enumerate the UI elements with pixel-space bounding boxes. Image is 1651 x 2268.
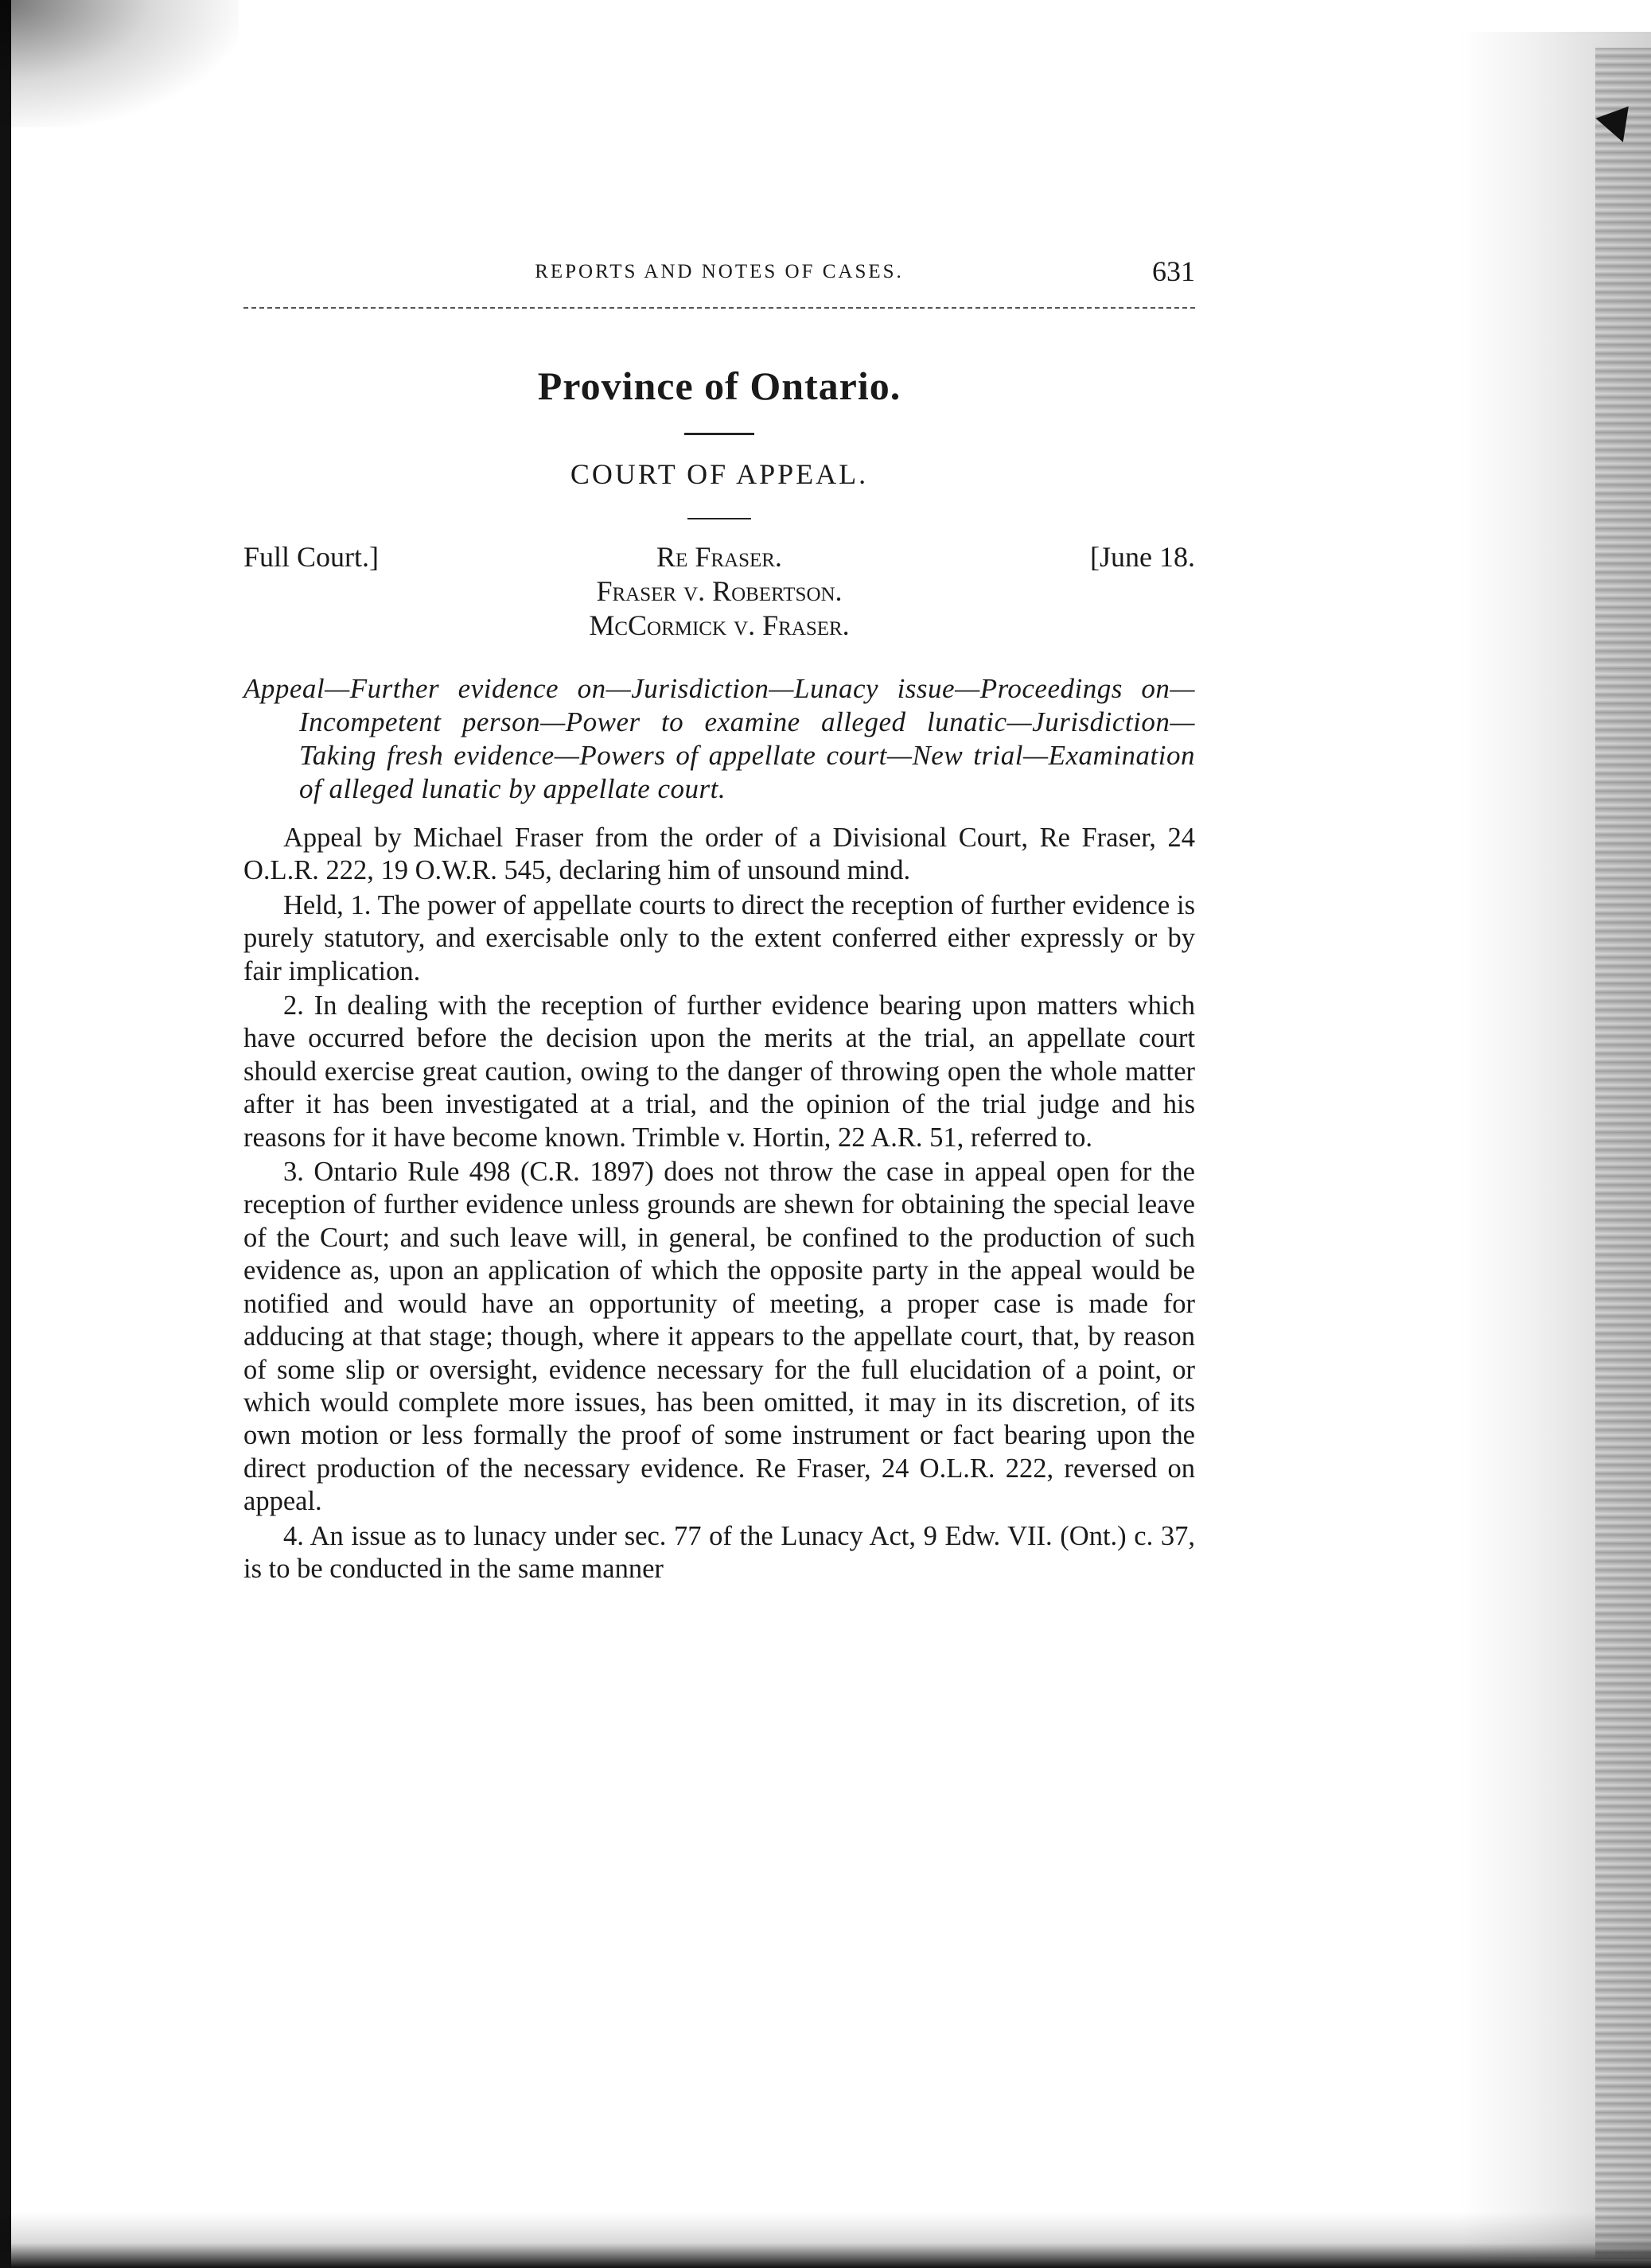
scan-edge-right-dark	[1595, 48, 1651, 2259]
paragraph: 2. In dealing with the reception of further evidence bearing upon matters which have occurred before the decision upon the merits at the trial, an appellate court should exercise great caution, owing to the danger of throwing open the whole matter after it has been investigated at a trial, and the opinion of the trial judge and his reasons for it have become known. Trimble v. Hortin, 22 A.R. 51, referred to.	[243, 990, 1195, 1153]
page-number: 631	[1152, 255, 1195, 287]
running-head	[243, 255, 1195, 294]
section-divider	[684, 433, 754, 435]
scan-edge-top-left	[0, 0, 239, 127]
scan-edge-left	[0, 0, 11, 2268]
case-names	[243, 540, 1195, 643]
province-heading: Province of Ontario.	[537, 364, 901, 408]
paragraph: Held, 1. The power of appellate courts to direct the reception of further evidence is purely statutory, and exercisable only to the extent conferred either expressly or by fair implication.	[243, 889, 1195, 986]
headnote: Appeal—Further evidence on—Jurisdiction—Lunacy issue—Proceedings on—Incompetent person—Power to examine alleged lunatic—Jurisdiction—Taking fresh evidence—Powers of appellate court—New trial—Examination of alleged lunatic by appellate court.	[243, 673, 1195, 804]
case-heading	[243, 540, 1195, 659]
decision-date: [June 18.	[1090, 541, 1195, 573]
court-sitting: Full Court.]	[243, 541, 380, 573]
case-name: Fraser v. Robertson.	[596, 575, 843, 607]
paragraph: Appeal by Michael Fraser from the order of a Divisional Court, Re Fraser, 24 O.L.R. 222, 19 O.W.R. 545, declaring him of unsound mind.	[243, 823, 1195, 886]
court-heading: COURT OF APPEAL.	[570, 458, 869, 490]
header-rule	[243, 307, 1195, 309]
paragraph: 3. Ontario Rule 498 (C.R. 1897) does not throw the case in appeal open for the reception of further evidence unless grounds are shewn for obtaining the special leave of the Court; and such leave will, in general, be confined to the production of such evidence as, upon an application of which the opposite party in the appeal would be notified and would have an opportunity of meeting, a proper case is made for adducing at that stage; though, where it appears to the appellate court, that, by reason of some slip or oversight, evidence necessary for the full elucidation of a point, or which would complete more issues, has been omitted, it may in its discretion, of its own motion or less formally the proof of some instrument or fact bearing upon the direct production of the necessary evidence. Re Fraser, 24 O.L.R. 222, reversed on appeal.	[243, 1157, 1195, 1517]
case-name: McCormick v. Fraser.	[589, 609, 850, 641]
case-name: Re Fraser.	[656, 541, 782, 573]
running-head-title: REPORTS AND NOTES OF CASES.	[535, 261, 904, 282]
body-text	[243, 822, 1195, 1585]
document-page	[243, 255, 1195, 1585]
section-divider	[687, 518, 751, 519]
paragraph: 4. An issue as to lunacy under sec. 77 of the Lunacy Act, 9 Edw. VII. (Ont.) c. 37, is to be conducted in the same manner	[243, 1520, 1195, 1584]
scan-edge-bottom	[0, 2212, 1651, 2268]
